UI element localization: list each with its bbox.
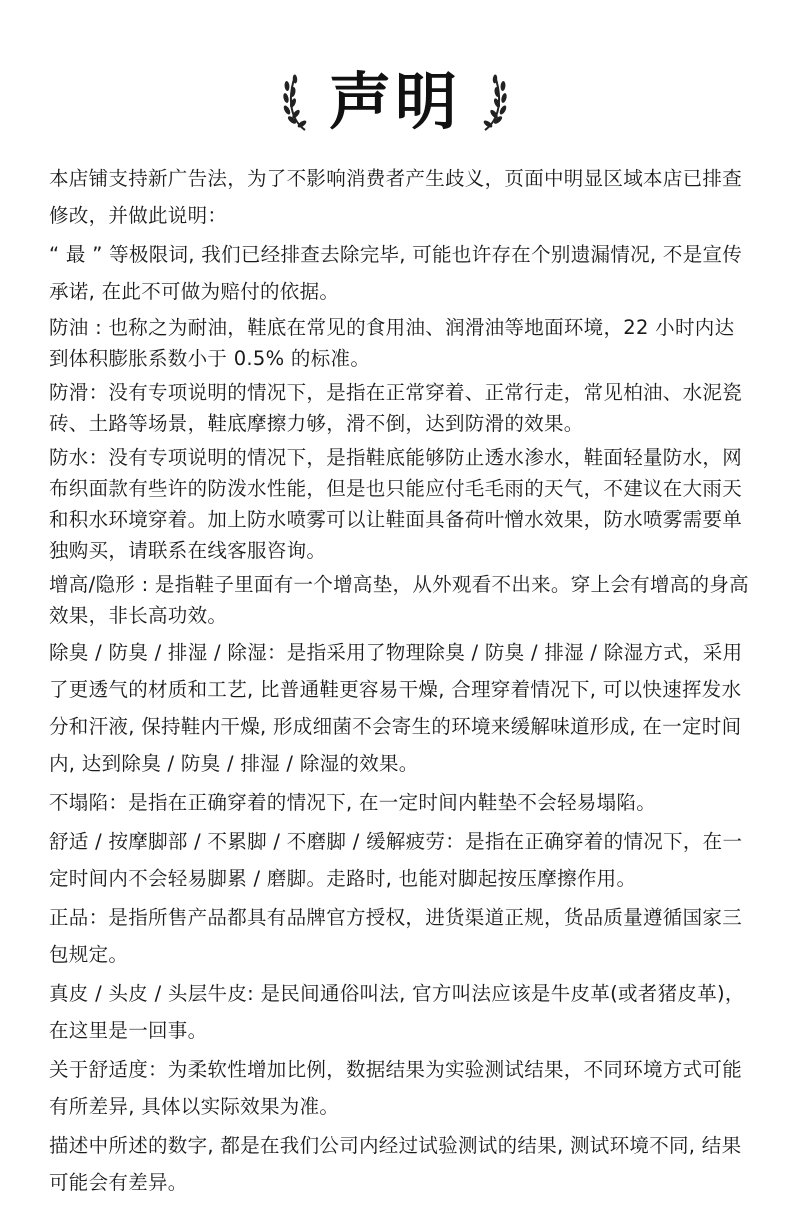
paragraph-comfort-level: 关于舒适度：为柔软性增加比例，数据结果为实验测试结果，不同环境方式可能有所差异, 具体以实际效果为准。 — [49, 1058, 743, 1118]
page-title: 声明 — [328, 65, 461, 138]
paragraph-waterproof: 防水：没有专项说明的情况下，是指鞋底能够防止透水渗水，鞋面轻量防水，网布织面款有些许的防泼水性能，但是也只能应付毛毛雨的天气，不建议在大雨天和积水环境穿着。加上防水喷雾可以让鞋面具备荷叶憎水效果，防水喷雾需要单独购买，请联系在线客服咨询。 — [49, 446, 743, 562]
laurel-right-icon — [479, 70, 507, 134]
laurel-left-icon — [283, 70, 311, 134]
paragraph-anti-slip: 防滑：没有专项说明的情况下，是指在正常穿着、正常行走，常见柏油、水泥瓷砖、土路等场景，鞋底摩擦力够，滑不倒，达到防滑的效果。 — [49, 381, 743, 435]
paragraph-deodorize: 除臭 / 防臭 / 排湿 / 除湿：是指采用了物理除臭 / 防臭 / 排湿 / 除湿方式，采用了更透气的材质和工艺, 比普通鞋更容易干燥, 合理穿着情况下, 可以快速挥发水分和汗液, 保持鞋内干燥, 形成细菌不会寄生的环境来缓解味道形成, 在一定时间内, 达到除臭 / 防臭 / 排湿 / 除湿的效果。 — [49, 641, 743, 775]
statement-body — [49, 160, 749, 1203]
paragraph-oil-resistant: 防油 : 也称之为耐油，鞋底在常见的食用油、润滑油等地面环境，22 小时内达到体积膨胀系数小于 0.5% 的标准。 — [49, 316, 735, 370]
paragraph-leather: 真皮 / 头皮 / 头层牛皮: 是民间通俗叫法, 官方叫法应该是牛皮革(或者猪皮革)，在这里是一回事。 — [49, 982, 745, 1042]
paragraph-extreme-words: “ 最 ” 等极限词, 我们已经排查去除完毕, 可能也许存在个别遗漏情况, 不是宣传承诺, 在此不可做为赔付的依据。 — [49, 243, 743, 303]
paragraph-height-increase: 增高/隐形 : 是指鞋子里面有一个增高垫，从外观看不出来。穿上会有增高的身高效果，非长高功效。 — [49, 573, 749, 627]
paragraph-comfort: 舒适 / 按摩脚部 / 不累脚 / 不磨脚 / 缓解疲劳：是指在正确穿着的情况下，在一定时间内不会轻易脚累 / 磨脚。走路时, 也能对脚起按压摩擦作用。 — [49, 830, 743, 890]
paragraph-genuine: 正品：是指所售产品都具有品牌官方授权，进货渠道正规，货品质量遵循国家三包规定。 — [49, 906, 743, 966]
paragraph-no-collapse: 不塌陷：是指在正确穿着的情况下, 在一定时间内鞋垫不会轻易塌陷。 — [49, 791, 656, 814]
title-row — [0, 62, 790, 142]
paragraph-numbers: 描述中所述的数字, 都是在我们公司内经过试验测试的结果, 测试环境不同, 结果可能会有差异。 — [49, 1134, 742, 1194]
paragraph-intro: 本店铺支持新广告法，为了不影响消费者产生歧义，页面中明显区域本店已排查修改，并做此说明： — [49, 167, 743, 227]
